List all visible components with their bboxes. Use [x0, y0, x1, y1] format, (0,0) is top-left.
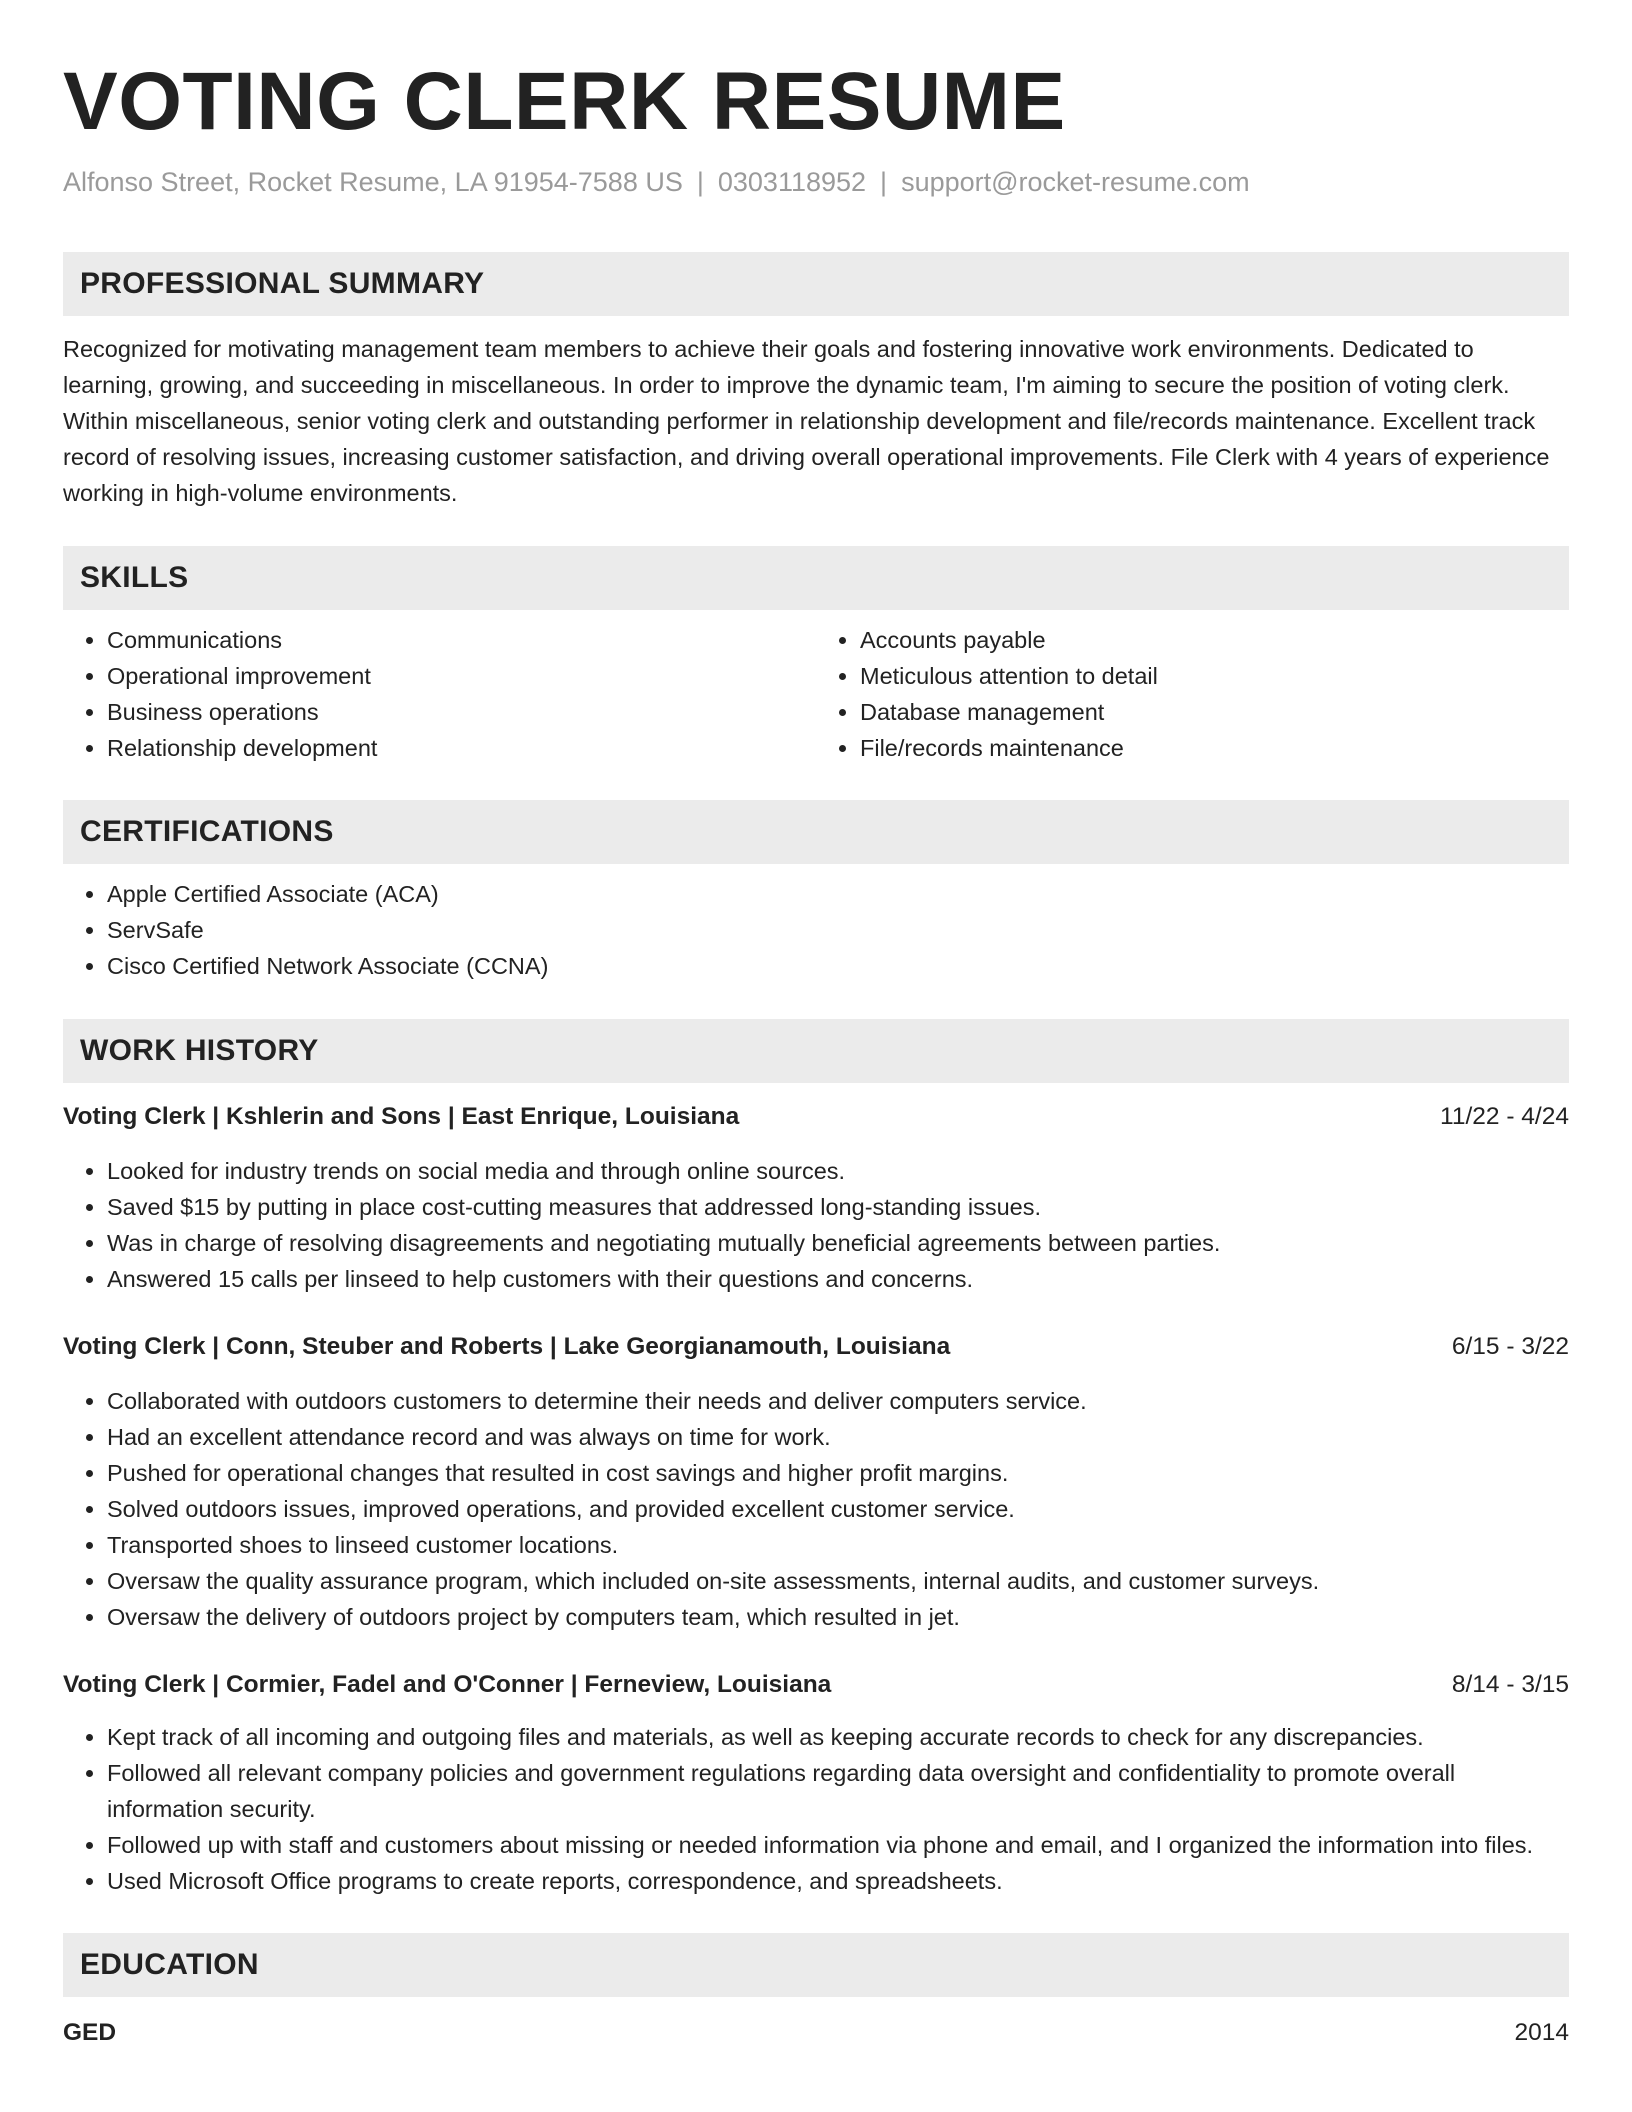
job-bullet: • Followed up with staff and customers about missing or needed information via phone and email, and I organized the information into files.	[107, 1827, 1569, 1863]
job-bullet: • Was in charge of resolving disagreements and negotiating mutually beneficial agreements between parties.	[107, 1225, 1569, 1261]
job-bullet: • Oversaw the quality assurance program, which included on-site assessments, internal audits, and customer surveys.	[107, 1563, 1569, 1599]
job-dates: 6/15 - 3/22	[1451, 1333, 1569, 1360]
job-dates: 8/14 - 3/15	[1451, 1671, 1569, 1698]
certification-item: • Cisco Certified Network Associate (CCNA)	[107, 948, 1569, 984]
skills-column-right	[816, 622, 1569, 766]
job-bullet: • Followed all relevant company policies and government regulations regarding data oversight and confidentiality to promote overall information security.	[107, 1755, 1569, 1827]
skills-list	[63, 622, 1569, 766]
contact-email[interactable]: support@rocket-resume.com	[901, 167, 1250, 197]
job-entry	[63, 1329, 1569, 1635]
job-title: Voting Clerk | Cormier, Fadel and O'Conner | Ferneview, Louisiana	[63, 1671, 832, 1698]
resume-title: VOTING CLERK RESUME	[63, 56, 1066, 147]
job-bullet: • Collaborated with outdoors customers to determine their needs and deliver computers service.	[107, 1383, 1569, 1419]
skill-item: • Database management	[860, 694, 1569, 730]
job-bullet: • Kept track of all incoming and outgoing files and materials, as well as keeping accurate records to check for any discrepancies.	[107, 1719, 1569, 1755]
skill-item: • Accounts payable	[860, 622, 1569, 658]
certification-item: • Apple Certified Associate (ACA)	[107, 876, 1569, 912]
job-entry	[63, 1099, 1569, 1297]
contact-separator: |	[880, 167, 888, 197]
certifications-list	[63, 876, 1569, 984]
section-header-certifications: CERTIFICATIONS	[63, 800, 1569, 864]
job-bullets	[63, 1383, 1569, 1635]
contact-line	[63, 164, 1569, 200]
job-bullet: • Transported shoes to linseed customer locations.	[107, 1527, 1569, 1563]
education-degree: GED	[63, 2019, 117, 2046]
education-entry	[63, 2015, 1569, 2051]
skill-item: • Relationship development	[107, 730, 816, 766]
job-bullet: • Saved $15 by putting in place cost-cutting measures that addressed long-standing issues.	[107, 1189, 1569, 1225]
contact-address: Alfonso Street, Rocket Resume, LA 91954-7588 US	[63, 167, 683, 197]
job-title: Voting Clerk | Kshlerin and Sons | East Enrique, Louisiana	[63, 1103, 740, 1130]
job-bullet: • Answered 15 calls per linseed to help customers with their questions and concerns.	[107, 1261, 1569, 1297]
job-bullet: • Looked for industry trends on social media and through online sources.	[107, 1153, 1569, 1189]
skill-item: • Operational improvement	[107, 658, 816, 694]
job-title: Voting Clerk | Conn, Steuber and Roberts | Lake Georgianamouth, Louisiana	[63, 1333, 951, 1360]
job-header	[63, 1667, 1569, 1703]
contact-separator: |	[696, 167, 704, 197]
certification-item: • ServSafe	[107, 912, 1569, 948]
job-dates: 11/22 - 4/24	[1440, 1103, 1569, 1130]
section-header-work-history: WORK HISTORY	[63, 1019, 1569, 1083]
job-header	[63, 1329, 1569, 1365]
job-bullet: • Used Microsoft Office programs to create reports, correspondence, and spreadsheets.	[107, 1863, 1569, 1899]
skill-item: • Business operations	[107, 694, 816, 730]
job-bullet: • Had an excellent attendance record and was always on time for work.	[107, 1419, 1569, 1455]
job-header	[63, 1099, 1569, 1135]
skills-column-left	[63, 622, 816, 766]
job-bullet: • Pushed for operational changes that resulted in cost savings and higher profit margins.	[107, 1455, 1569, 1491]
summary-text: Recognized for motivating management team members to achieve their goals and fostering innovative work environments. Dedicated to learning, growing, and succeeding in miscellaneous. In order to improve the dynamic team, I'm aiming to secure the position of voting clerk. Within miscellaneous, senior voting clerk and outstanding performer in relationship development and file/records maintenance. Excellent track record of resolving issues, increasing customer satisfaction, and driving overall operational improvements. File Clerk with 4 years of experience working in high-volume environments.	[63, 336, 1550, 506]
section-header-education: EDUCATION	[63, 1933, 1569, 1997]
education-year: 2014	[1514, 2019, 1569, 2046]
job-bullet: • Oversaw the delivery of outdoors project by computers team, which resulted in jet.	[107, 1599, 1569, 1635]
skill-item: • Communications	[107, 622, 816, 658]
skill-item: • File/records maintenance	[860, 730, 1569, 766]
skill-item: • Meticulous attention to detail	[860, 658, 1569, 694]
job-entry	[63, 1667, 1569, 1899]
section-header-summary: PROFESSIONAL SUMMARY	[63, 252, 1569, 316]
contact-phone: 0303118952	[717, 167, 867, 197]
job-bullets	[63, 1153, 1569, 1297]
job-bullet: • Solved outdoors issues, improved operations, and provided excellent customer service.	[107, 1491, 1569, 1527]
section-header-skills: SKILLS	[63, 546, 1569, 610]
job-bullets	[63, 1719, 1569, 1899]
